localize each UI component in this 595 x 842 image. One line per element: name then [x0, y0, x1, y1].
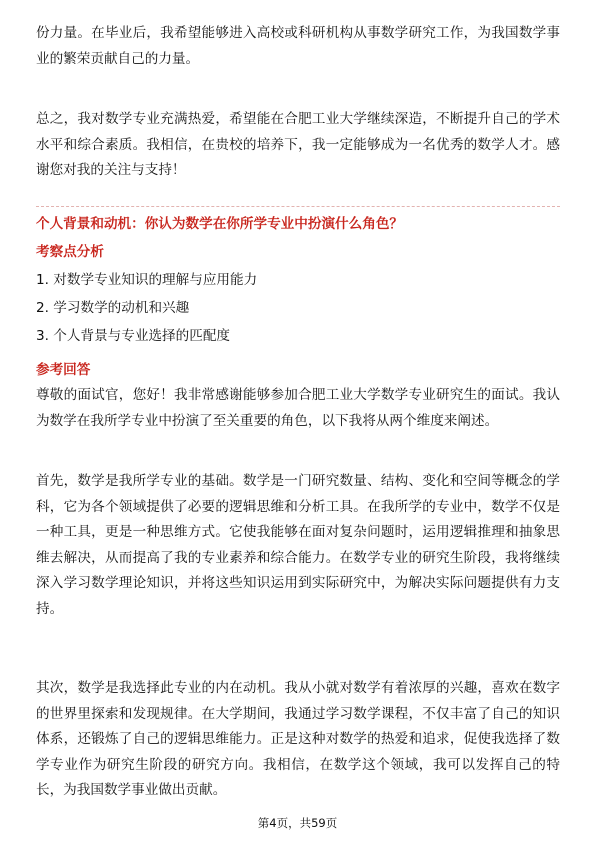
answer-paragraph-2: 首先，数学是我所学专业的基础。数学是一门研究数量、结构、变化和空间等概念的学科，它为各个领域提供了必要的逻辑思维和分析工具。在我所学的专业中，数学不仅是一种工具，更是一种思维方式。它使我能够在面对复杂问题时，运用逻辑推理和抽象思维去解决，从而提高了我的专业素养和综合能力。在数学专业的研究生阶段，我将继续深入学习数学理论知识，并将这些知识运用到实际研究中，为解决实际问题提供有力支持。	[36, 473, 560, 617]
section-divider	[36, 206, 560, 207]
answer-paragraph-1: 尊敬的面试官，您好！我非常感谢能够参加合肥工业大学数学专业研究生的面试。我认为数学在我所学专业中扮演了至关重要的角色，以下我将从两个维度来阐述。	[36, 387, 560, 429]
analysis-point-1: 1. 对数学专业知识的理解与应用能力	[36, 272, 258, 288]
answer-paragraph-3: 其次，数学是我选择此专业的内在动机。我从小就对数学有着浓厚的兴趣，喜欢在数字的世界里探索和发现规律。在大学期间，我通过学习数学课程，不仅丰富了自己的知识体系，还锻炼了自己的逻辑思维能力。正是这种对数学的热爱和追求，促使我选择了数学专业作为研究生阶段的研究方向。我相信，在数学这个领域，我可以发挥自己的特长，为我国数学事业做出贡献。	[36, 680, 560, 798]
analysis-point-3: 3. 个人背景与专业选择的匹配度	[36, 328, 231, 344]
answer-heading: 参考回答	[36, 362, 91, 378]
intro-paragraph-2: 总之，我对数学专业充满热爱，希望能在合肥工业大学继续深造，不断提升自己的学术水平和综合素质。我相信，在贵校的培养下，我一定能够成为一名优秀的数学人才。感谢您对我的关注与支持！	[36, 111, 560, 178]
analysis-heading: 考察点分析	[36, 244, 104, 260]
analysis-point-2: 2. 学习数学的动机和兴趣	[36, 300, 190, 316]
intro-paragraph-1: 份力量。在毕业后，我希望能够进入高校或科研机构从事数学研究工作，为我国数学事业的繁荣贡献自己的力量。	[36, 25, 560, 67]
question-title: 个人背景和动机：你认为数学在你所学专业中扮演什么角色？	[36, 216, 404, 232]
page-indicator: 第4页，共59页	[257, 816, 338, 830]
